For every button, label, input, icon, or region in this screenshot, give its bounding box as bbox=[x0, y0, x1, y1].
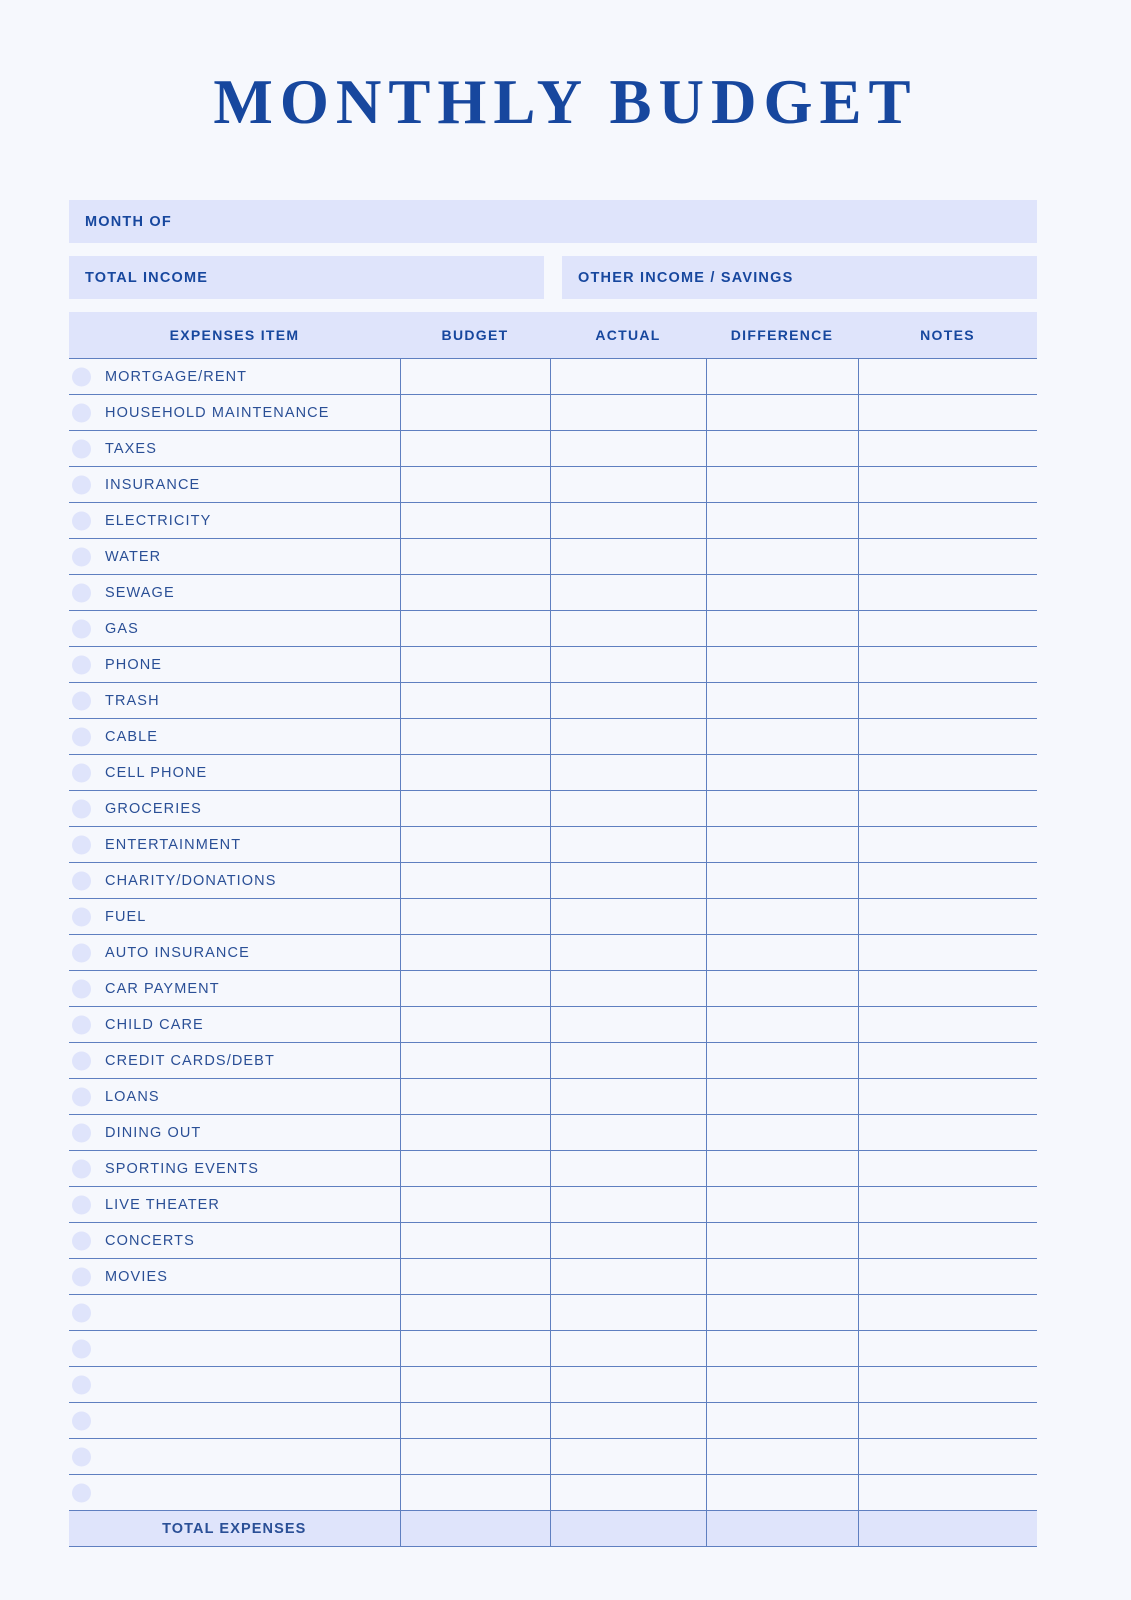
notes-cell[interactable] bbox=[858, 719, 1037, 755]
actual-cell[interactable] bbox=[550, 899, 706, 935]
notes-cell[interactable] bbox=[858, 431, 1037, 467]
table-body bbox=[69, 359, 1037, 1547]
total-difference-cell[interactable] bbox=[706, 1511, 858, 1547]
table-row bbox=[69, 395, 1037, 431]
total-income-field[interactable] bbox=[69, 256, 544, 299]
notes-cell[interactable] bbox=[858, 647, 1037, 683]
expense-item-label: CAR PAYMENT bbox=[105, 980, 220, 997]
expense-item-label: CREDIT CARDS/DEBT bbox=[105, 1052, 275, 1069]
expense-item-cell[interactable] bbox=[69, 899, 400, 935]
difference-cell[interactable] bbox=[706, 1043, 858, 1079]
budget-cell[interactable] bbox=[400, 683, 550, 719]
notes-cell[interactable] bbox=[858, 611, 1037, 647]
table-row bbox=[69, 1151, 1037, 1187]
table-row bbox=[69, 791, 1037, 827]
table-row bbox=[69, 1475, 1037, 1511]
difference-cell[interactable] bbox=[706, 863, 858, 899]
table-row bbox=[69, 1259, 1037, 1295]
actual-cell[interactable] bbox=[550, 1475, 706, 1511]
table-row bbox=[69, 755, 1037, 791]
bullet-dot-icon bbox=[72, 547, 91, 566]
actual-cell[interactable] bbox=[550, 467, 706, 503]
expense-item-cell[interactable] bbox=[69, 971, 400, 1007]
page-title: MONTHLY BUDGET bbox=[213, 67, 918, 137]
budget-cell[interactable] bbox=[400, 791, 550, 827]
notes-cell[interactable] bbox=[858, 503, 1037, 539]
expense-item-cell[interactable] bbox=[69, 647, 400, 683]
budget-cell[interactable] bbox=[400, 503, 550, 539]
expense-item-label: DINING OUT bbox=[105, 1124, 202, 1141]
bullet-dot-icon bbox=[72, 1339, 91, 1358]
bullet-dot-icon bbox=[72, 1267, 91, 1286]
expense-item-label: HOUSEHOLD MAINTENANCE bbox=[105, 404, 330, 421]
other-income-label: OTHER INCOME / SAVINGS bbox=[578, 269, 794, 286]
budget-cell[interactable] bbox=[400, 971, 550, 1007]
difference-cell[interactable] bbox=[706, 431, 858, 467]
expense-item-label: CHARITY/DONATIONS bbox=[105, 872, 277, 889]
table-row bbox=[69, 935, 1037, 971]
difference-cell[interactable] bbox=[706, 1115, 858, 1151]
actual-cell[interactable] bbox=[550, 1295, 706, 1331]
notes-cell[interactable] bbox=[858, 539, 1037, 575]
difference-cell[interactable] bbox=[706, 1151, 858, 1187]
actual-cell[interactable] bbox=[550, 755, 706, 791]
notes-cell[interactable] bbox=[858, 1403, 1037, 1439]
bullet-dot-icon bbox=[72, 655, 91, 674]
notes-cell[interactable] bbox=[858, 1295, 1037, 1331]
notes-cell[interactable] bbox=[858, 683, 1037, 719]
actual-cell[interactable] bbox=[550, 1007, 706, 1043]
expense-item-cell[interactable] bbox=[69, 827, 400, 863]
table-row bbox=[69, 1367, 1037, 1403]
actual-cell[interactable] bbox=[550, 863, 706, 899]
budget-cell[interactable] bbox=[400, 359, 550, 395]
notes-cell[interactable] bbox=[858, 1079, 1037, 1115]
difference-cell[interactable] bbox=[706, 1403, 858, 1439]
difference-cell[interactable] bbox=[706, 611, 858, 647]
expense-item-cell[interactable] bbox=[69, 863, 400, 899]
budget-cell[interactable] bbox=[400, 467, 550, 503]
table-row bbox=[69, 1007, 1037, 1043]
expense-item-label: WATER bbox=[105, 548, 162, 565]
budget-cell[interactable] bbox=[400, 575, 550, 611]
expense-item-cell[interactable] bbox=[69, 359, 400, 395]
actual-cell[interactable] bbox=[550, 1403, 706, 1439]
difference-cell[interactable] bbox=[706, 827, 858, 863]
notes-cell[interactable] bbox=[858, 1223, 1037, 1259]
budget-cell[interactable] bbox=[400, 1331, 550, 1367]
total-expenses-row bbox=[69, 1511, 1037, 1547]
difference-cell[interactable] bbox=[706, 1295, 858, 1331]
notes-cell[interactable] bbox=[858, 1007, 1037, 1043]
expense-item-label: SPORTING EVENTS bbox=[105, 1160, 260, 1177]
actual-cell[interactable] bbox=[550, 971, 706, 1007]
difference-cell[interactable] bbox=[706, 467, 858, 503]
table-row bbox=[69, 1331, 1037, 1367]
bullet-dot-icon bbox=[72, 1051, 91, 1070]
expense-item-cell[interactable] bbox=[69, 1115, 400, 1151]
expense-item-cell[interactable] bbox=[69, 1187, 400, 1223]
bullet-dot-icon bbox=[72, 727, 91, 746]
difference-cell[interactable] bbox=[706, 1259, 858, 1295]
budget-cell[interactable] bbox=[400, 1079, 550, 1115]
bullet-dot-icon bbox=[72, 475, 91, 494]
notes-cell[interactable] bbox=[858, 1187, 1037, 1223]
expense-item-label: CABLE bbox=[105, 728, 159, 745]
actual-cell[interactable] bbox=[550, 1115, 706, 1151]
total-budget-cell[interactable] bbox=[400, 1511, 550, 1547]
expense-item-cell[interactable] bbox=[69, 611, 400, 647]
expense-item-cell[interactable] bbox=[69, 791, 400, 827]
budget-table bbox=[69, 312, 1037, 1547]
notes-cell[interactable] bbox=[858, 935, 1037, 971]
actual-cell[interactable] bbox=[550, 1079, 706, 1115]
expense-item-cell[interactable] bbox=[69, 1043, 400, 1079]
difference-cell[interactable] bbox=[706, 1223, 858, 1259]
expense-item-cell[interactable] bbox=[69, 1151, 400, 1187]
table-row bbox=[69, 467, 1037, 503]
notes-cell[interactable] bbox=[858, 395, 1037, 431]
budget-cell[interactable] bbox=[400, 935, 550, 971]
table-row bbox=[69, 863, 1037, 899]
bullet-dot-icon bbox=[72, 907, 91, 926]
expense-item-label: ENTERTAINMENT bbox=[105, 836, 242, 853]
table-row bbox=[69, 611, 1037, 647]
expense-item-cell[interactable] bbox=[69, 1367, 400, 1403]
expense-item-cell[interactable] bbox=[69, 395, 400, 431]
bullet-dot-icon bbox=[72, 1303, 91, 1322]
expense-item-cell[interactable] bbox=[69, 1439, 400, 1475]
income-row bbox=[69, 256, 1037, 299]
expense-item-label: TAXES bbox=[105, 440, 157, 457]
budget-cell[interactable] bbox=[400, 1295, 550, 1331]
budget-cell[interactable] bbox=[400, 1187, 550, 1223]
actual-cell[interactable] bbox=[550, 935, 706, 971]
actual-cell[interactable] bbox=[550, 1043, 706, 1079]
notes-cell[interactable] bbox=[858, 575, 1037, 611]
notes-cell[interactable] bbox=[858, 791, 1037, 827]
total-actual-cell[interactable] bbox=[550, 1511, 706, 1547]
expense-item-label: GROCERIES bbox=[105, 800, 202, 817]
difference-cell[interactable] bbox=[706, 1187, 858, 1223]
table-row bbox=[69, 1043, 1037, 1079]
actual-cell[interactable] bbox=[550, 1223, 706, 1259]
budget-cell[interactable] bbox=[400, 395, 550, 431]
difference-cell[interactable] bbox=[706, 539, 858, 575]
table-row bbox=[69, 431, 1037, 467]
bullet-dot-icon bbox=[72, 1087, 91, 1106]
budget-cell[interactable] bbox=[400, 1007, 550, 1043]
difference-cell[interactable] bbox=[706, 719, 858, 755]
notes-cell[interactable] bbox=[858, 971, 1037, 1007]
expense-item-label: AUTO INSURANCE bbox=[105, 944, 250, 961]
actual-cell[interactable] bbox=[550, 359, 706, 395]
budget-cell[interactable] bbox=[400, 647, 550, 683]
budget-cell[interactable] bbox=[400, 1223, 550, 1259]
budget-cell[interactable] bbox=[400, 1259, 550, 1295]
expense-item-label: PHONE bbox=[105, 656, 163, 673]
expense-item-cell[interactable] bbox=[69, 575, 400, 611]
expense-item-label: GAS bbox=[105, 620, 139, 637]
total-expenses-label: TOTAL EXPENSES bbox=[69, 1511, 400, 1547]
expense-item-label: FUEL bbox=[105, 908, 147, 925]
expense-item-label: LIVE THEATER bbox=[105, 1196, 220, 1213]
expense-item-label: CHILD CARE bbox=[105, 1016, 204, 1033]
bullet-dot-icon bbox=[72, 1411, 91, 1430]
difference-cell[interactable] bbox=[706, 1367, 858, 1403]
difference-cell[interactable] bbox=[706, 683, 858, 719]
difference-cell[interactable] bbox=[706, 1331, 858, 1367]
actual-cell[interactable] bbox=[550, 1187, 706, 1223]
budget-cell[interactable] bbox=[400, 611, 550, 647]
table-row bbox=[69, 899, 1037, 935]
table-row bbox=[69, 1187, 1037, 1223]
column-header-notes: NOTES bbox=[858, 312, 1037, 359]
difference-cell[interactable] bbox=[706, 1079, 858, 1115]
bullet-dot-icon bbox=[72, 1015, 91, 1034]
table-row bbox=[69, 359, 1037, 395]
table-row bbox=[69, 719, 1037, 755]
notes-cell[interactable] bbox=[858, 755, 1037, 791]
month-of-field[interactable] bbox=[69, 200, 1037, 243]
actual-cell[interactable] bbox=[550, 1259, 706, 1295]
budget-cell[interactable] bbox=[400, 1043, 550, 1079]
bullet-dot-icon bbox=[72, 1231, 91, 1250]
bullet-dot-icon bbox=[72, 511, 91, 530]
actual-cell[interactable] bbox=[550, 611, 706, 647]
budget-cell[interactable] bbox=[400, 431, 550, 467]
table-row bbox=[69, 1115, 1037, 1151]
difference-cell[interactable] bbox=[706, 647, 858, 683]
table-row bbox=[69, 971, 1037, 1007]
other-income-field[interactable] bbox=[562, 256, 1037, 299]
notes-cell[interactable] bbox=[858, 359, 1037, 395]
expense-item-label: INSURANCE bbox=[105, 476, 201, 493]
budget-cell[interactable] bbox=[400, 863, 550, 899]
table-row bbox=[69, 1079, 1037, 1115]
budget-cell[interactable] bbox=[400, 539, 550, 575]
table-row bbox=[69, 1223, 1037, 1259]
total-income-label: TOTAL INCOME bbox=[85, 269, 209, 286]
expense-item-cell[interactable] bbox=[69, 1259, 400, 1295]
actual-cell[interactable] bbox=[550, 719, 706, 755]
column-header-budget: BUDGET bbox=[400, 312, 550, 359]
bullet-dot-icon bbox=[72, 583, 91, 602]
table-row bbox=[69, 827, 1037, 863]
expense-item-cell[interactable] bbox=[69, 683, 400, 719]
difference-cell[interactable] bbox=[706, 575, 858, 611]
budget-cell[interactable] bbox=[400, 1439, 550, 1475]
bullet-dot-icon bbox=[72, 1123, 91, 1142]
table-row bbox=[69, 647, 1037, 683]
total-notes-cell[interactable] bbox=[858, 1511, 1037, 1547]
actual-cell[interactable] bbox=[550, 791, 706, 827]
actual-cell[interactable] bbox=[550, 1151, 706, 1187]
expense-item-label: ELECTRICITY bbox=[105, 512, 212, 529]
expense-item-cell[interactable] bbox=[69, 539, 400, 575]
actual-cell[interactable] bbox=[550, 1439, 706, 1475]
table-row bbox=[69, 1403, 1037, 1439]
table-header-row bbox=[69, 312, 1037, 359]
expense-item-cell[interactable] bbox=[69, 1403, 400, 1439]
expense-item-label: MOVIES bbox=[105, 1268, 168, 1285]
table-row bbox=[69, 539, 1037, 575]
expense-item-cell[interactable] bbox=[69, 1079, 400, 1115]
expense-item-cell[interactable] bbox=[69, 935, 400, 971]
bullet-dot-icon bbox=[72, 403, 91, 422]
bullet-dot-icon bbox=[72, 1159, 91, 1178]
notes-cell[interactable] bbox=[858, 1043, 1037, 1079]
expense-item-label: CELL PHONE bbox=[105, 764, 208, 781]
notes-cell[interactable] bbox=[858, 1331, 1037, 1367]
table-row bbox=[69, 683, 1037, 719]
difference-cell[interactable] bbox=[706, 755, 858, 791]
budget-cell[interactable] bbox=[400, 1115, 550, 1151]
bullet-dot-icon bbox=[72, 1375, 91, 1394]
bullet-dot-icon bbox=[72, 439, 91, 458]
budget-sheet bbox=[69, 200, 1037, 1547]
bullet-dot-icon bbox=[72, 1195, 91, 1214]
expense-item-cell[interactable] bbox=[69, 1331, 400, 1367]
bullet-dot-icon bbox=[72, 619, 91, 638]
notes-cell[interactable] bbox=[858, 1151, 1037, 1187]
difference-cell[interactable] bbox=[706, 791, 858, 827]
notes-cell[interactable] bbox=[858, 899, 1037, 935]
difference-cell[interactable] bbox=[706, 899, 858, 935]
table-row bbox=[69, 503, 1037, 539]
expense-item-cell[interactable] bbox=[69, 1295, 400, 1331]
bullet-dot-icon bbox=[72, 691, 91, 710]
notes-cell[interactable] bbox=[858, 1259, 1037, 1295]
expense-item-cell[interactable] bbox=[69, 1223, 400, 1259]
expense-item-label: MORTGAGE/RENT bbox=[105, 368, 248, 385]
notes-cell[interactable] bbox=[858, 1475, 1037, 1511]
difference-cell[interactable] bbox=[706, 971, 858, 1007]
table-row bbox=[69, 575, 1037, 611]
actual-cell[interactable] bbox=[550, 827, 706, 863]
table-row bbox=[69, 1295, 1037, 1331]
actual-cell[interactable] bbox=[550, 647, 706, 683]
expense-item-cell[interactable] bbox=[69, 431, 400, 467]
difference-cell[interactable] bbox=[706, 503, 858, 539]
budget-cell[interactable] bbox=[400, 719, 550, 755]
bullet-dot-icon bbox=[72, 1483, 91, 1502]
expense-item-cell[interactable] bbox=[69, 719, 400, 755]
expense-item-label: SEWAGE bbox=[105, 584, 175, 601]
expense-item-cell[interactable] bbox=[69, 503, 400, 539]
column-header-difference: DIFFERENCE bbox=[706, 312, 858, 359]
notes-cell[interactable] bbox=[858, 1439, 1037, 1475]
actual-cell[interactable] bbox=[550, 1331, 706, 1367]
bullet-dot-icon bbox=[72, 835, 91, 854]
notes-cell[interactable] bbox=[858, 827, 1037, 863]
notes-cell[interactable] bbox=[858, 1367, 1037, 1403]
table-row bbox=[69, 1439, 1037, 1475]
actual-cell[interactable] bbox=[550, 1367, 706, 1403]
budget-cell[interactable] bbox=[400, 899, 550, 935]
notes-cell[interactable] bbox=[858, 1115, 1037, 1151]
expense-item-cell[interactable] bbox=[69, 1475, 400, 1511]
budget-cell[interactable] bbox=[400, 1151, 550, 1187]
notes-cell[interactable] bbox=[858, 467, 1037, 503]
expense-item-cell[interactable] bbox=[69, 467, 400, 503]
budget-cell[interactable] bbox=[400, 755, 550, 791]
expense-item-cell[interactable] bbox=[69, 1007, 400, 1043]
expense-item-label: TRASH bbox=[105, 692, 160, 709]
notes-cell[interactable] bbox=[858, 863, 1037, 899]
difference-cell[interactable] bbox=[706, 1007, 858, 1043]
difference-cell[interactable] bbox=[706, 359, 858, 395]
budget-cell[interactable] bbox=[400, 1367, 550, 1403]
bullet-dot-icon bbox=[72, 799, 91, 818]
actual-cell[interactable] bbox=[550, 395, 706, 431]
bullet-dot-icon bbox=[72, 763, 91, 782]
actual-cell[interactable] bbox=[550, 431, 706, 467]
actual-cell[interactable] bbox=[550, 683, 706, 719]
bullet-dot-icon bbox=[72, 1447, 91, 1466]
expense-item-cell[interactable] bbox=[69, 755, 400, 791]
actual-cell[interactable] bbox=[550, 503, 706, 539]
expense-item-label: LOANS bbox=[105, 1088, 160, 1105]
bullet-dot-icon bbox=[72, 943, 91, 962]
difference-cell[interactable] bbox=[706, 1439, 858, 1475]
month-of-label: MONTH OF bbox=[85, 213, 172, 230]
difference-cell[interactable] bbox=[706, 935, 858, 971]
difference-cell[interactable] bbox=[706, 1475, 858, 1511]
expense-item-label: CONCERTS bbox=[105, 1232, 195, 1249]
budget-cell[interactable] bbox=[400, 827, 550, 863]
column-header-expenses-item: EXPENSES ITEM bbox=[69, 312, 400, 359]
difference-cell[interactable] bbox=[706, 395, 858, 431]
budget-cell[interactable] bbox=[400, 1403, 550, 1439]
actual-cell[interactable] bbox=[550, 539, 706, 575]
bullet-dot-icon bbox=[72, 871, 91, 890]
budget-cell[interactable] bbox=[400, 1475, 550, 1511]
column-header-actual: ACTUAL bbox=[550, 312, 706, 359]
bullet-dot-icon bbox=[72, 979, 91, 998]
bullet-dot-icon bbox=[72, 367, 91, 386]
actual-cell[interactable] bbox=[550, 575, 706, 611]
